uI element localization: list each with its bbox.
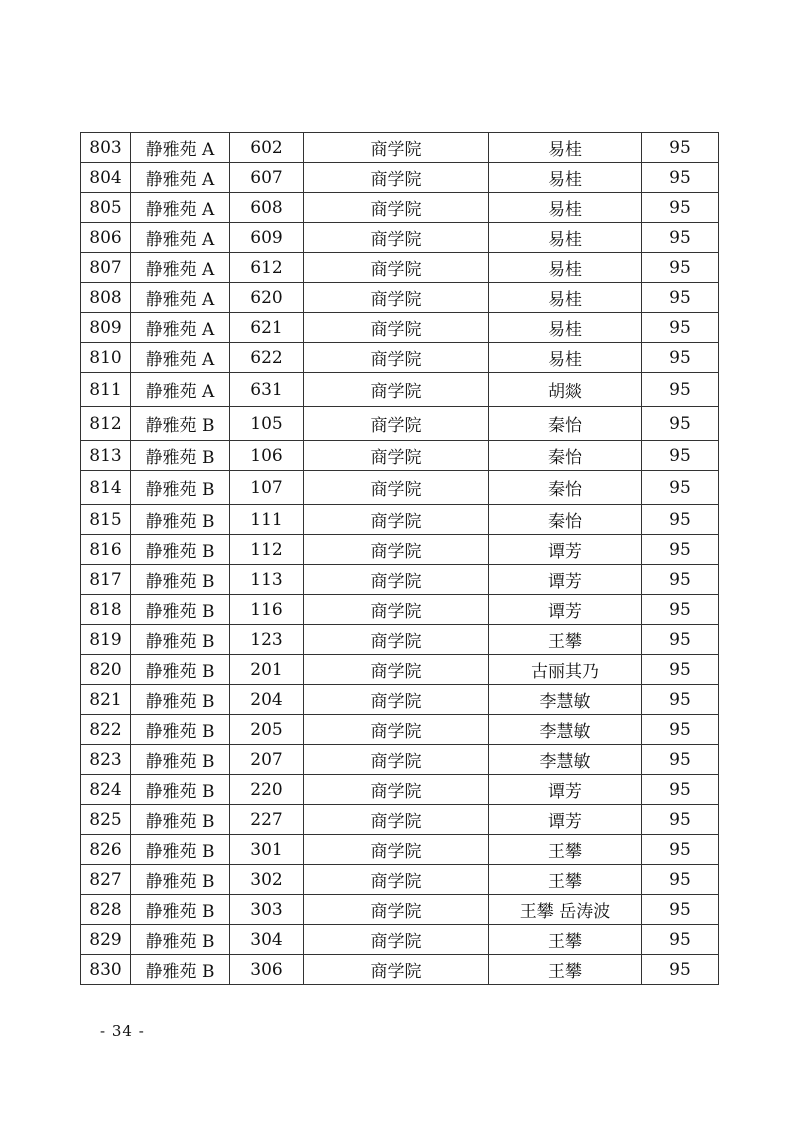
score-cell: 95 — [642, 163, 719, 193]
college-cell: 商学院 — [304, 565, 489, 595]
table-row — [81, 655, 719, 685]
table-row — [81, 595, 719, 625]
table-row — [81, 133, 719, 163]
college-cell: 商学院 — [304, 865, 489, 895]
manager-name-cell: 王攀 岳涛波 — [489, 895, 642, 925]
manager-name-cell: 易桂 — [489, 223, 642, 253]
college-cell: 商学院 — [304, 313, 489, 343]
manager-name-cell: 李慧敏 — [489, 745, 642, 775]
building-cell: 静雅苑 B — [131, 535, 230, 565]
row-number-cell: 807 — [81, 253, 131, 283]
table-row — [81, 471, 719, 505]
row-number-cell: 827 — [81, 865, 131, 895]
row-number-cell: 828 — [81, 895, 131, 925]
row-number-cell: 815 — [81, 505, 131, 535]
row-number-cell: 822 — [81, 715, 131, 745]
table-row — [81, 775, 719, 805]
row-number-cell: 817 — [81, 565, 131, 595]
score-cell: 95 — [642, 505, 719, 535]
room-cell: 227 — [230, 805, 304, 835]
college-cell: 商学院 — [304, 805, 489, 835]
row-number-cell: 824 — [81, 775, 131, 805]
college-cell: 商学院 — [304, 625, 489, 655]
building-cell: 静雅苑 B — [131, 565, 230, 595]
room-cell: 302 — [230, 865, 304, 895]
room-cell: 201 — [230, 655, 304, 685]
row-number-cell: 819 — [81, 625, 131, 655]
manager-name-cell: 易桂 — [489, 193, 642, 223]
table-row — [81, 505, 719, 535]
building-cell: 静雅苑 A — [131, 253, 230, 283]
college-cell: 商学院 — [304, 283, 489, 313]
table-body — [81, 133, 719, 985]
row-number-cell: 825 — [81, 805, 131, 835]
row-number-cell: 812 — [81, 407, 131, 441]
college-cell: 商学院 — [304, 925, 489, 955]
building-cell: 静雅苑 A — [131, 313, 230, 343]
room-cell: 220 — [230, 775, 304, 805]
manager-name-cell: 谭芳 — [489, 595, 642, 625]
college-cell: 商学院 — [304, 471, 489, 505]
row-number-cell: 811 — [81, 373, 131, 407]
manager-name-cell: 王攀 — [489, 955, 642, 985]
row-number-cell: 803 — [81, 133, 131, 163]
manager-name-cell: 王攀 — [489, 835, 642, 865]
college-cell: 商学院 — [304, 223, 489, 253]
college-cell: 商学院 — [304, 253, 489, 283]
building-cell: 静雅苑 B — [131, 805, 230, 835]
manager-name-cell: 易桂 — [489, 283, 642, 313]
dormitory-score-table — [80, 132, 719, 985]
building-cell: 静雅苑 A — [131, 343, 230, 373]
score-cell: 95 — [642, 925, 719, 955]
room-cell: 207 — [230, 745, 304, 775]
row-number-cell: 805 — [81, 193, 131, 223]
manager-name-cell: 王攀 — [489, 625, 642, 655]
manager-name-cell: 谭芳 — [489, 775, 642, 805]
manager-name-cell: 谭芳 — [489, 805, 642, 835]
manager-name-cell: 李慧敏 — [489, 685, 642, 715]
row-number-cell: 818 — [81, 595, 131, 625]
table-row — [81, 283, 719, 313]
score-cell: 95 — [642, 313, 719, 343]
room-cell: 602 — [230, 133, 304, 163]
room-cell: 205 — [230, 715, 304, 745]
college-cell: 商学院 — [304, 895, 489, 925]
building-cell: 静雅苑 A — [131, 193, 230, 223]
room-cell: 123 — [230, 625, 304, 655]
college-cell: 商学院 — [304, 685, 489, 715]
score-cell: 95 — [642, 373, 719, 407]
table-row — [81, 895, 719, 925]
room-cell: 116 — [230, 595, 304, 625]
score-cell: 95 — [642, 805, 719, 835]
room-cell: 107 — [230, 471, 304, 505]
manager-name-cell: 古丽其乃 — [489, 655, 642, 685]
score-cell: 95 — [642, 565, 719, 595]
room-cell: 204 — [230, 685, 304, 715]
score-cell: 95 — [642, 865, 719, 895]
table-row — [81, 343, 719, 373]
college-cell: 商学院 — [304, 745, 489, 775]
building-cell: 静雅苑 B — [131, 685, 230, 715]
score-cell: 95 — [642, 133, 719, 163]
room-cell: 612 — [230, 253, 304, 283]
row-number-cell: 810 — [81, 343, 131, 373]
room-cell: 303 — [230, 895, 304, 925]
score-cell: 95 — [642, 775, 719, 805]
room-cell: 608 — [230, 193, 304, 223]
building-cell: 静雅苑 A — [131, 163, 230, 193]
room-cell: 111 — [230, 505, 304, 535]
manager-name-cell: 秦怡 — [489, 505, 642, 535]
building-cell: 静雅苑 A — [131, 223, 230, 253]
row-number-cell: 808 — [81, 283, 131, 313]
building-cell: 静雅苑 B — [131, 505, 230, 535]
manager-name-cell: 王攀 — [489, 865, 642, 895]
row-number-cell: 809 — [81, 313, 131, 343]
building-cell: 静雅苑 A — [131, 283, 230, 313]
college-cell: 商学院 — [304, 407, 489, 441]
college-cell: 商学院 — [304, 655, 489, 685]
room-cell: 112 — [230, 535, 304, 565]
score-cell: 95 — [642, 955, 719, 985]
room-cell: 620 — [230, 283, 304, 313]
table-row — [81, 745, 719, 775]
college-cell: 商学院 — [304, 441, 489, 471]
manager-name-cell: 易桂 — [489, 253, 642, 283]
college-cell: 商学院 — [304, 595, 489, 625]
row-number-cell: 829 — [81, 925, 131, 955]
manager-name-cell: 易桂 — [489, 133, 642, 163]
table-row — [81, 535, 719, 565]
building-cell: 静雅苑 A — [131, 133, 230, 163]
college-cell: 商学院 — [304, 835, 489, 865]
room-cell: 609 — [230, 223, 304, 253]
score-cell: 95 — [642, 283, 719, 313]
row-number-cell: 813 — [81, 441, 131, 471]
table-row — [81, 373, 719, 407]
row-number-cell: 830 — [81, 955, 131, 985]
building-cell: 静雅苑 B — [131, 745, 230, 775]
manager-name-cell: 秦怡 — [489, 407, 642, 441]
building-cell: 静雅苑 B — [131, 471, 230, 505]
score-cell: 95 — [642, 655, 719, 685]
score-cell: 95 — [642, 441, 719, 471]
score-cell: 95 — [642, 223, 719, 253]
manager-name-cell: 易桂 — [489, 343, 642, 373]
college-cell: 商学院 — [304, 535, 489, 565]
table-row — [81, 835, 719, 865]
building-cell: 静雅苑 B — [131, 715, 230, 745]
table-row — [81, 625, 719, 655]
row-number-cell: 820 — [81, 655, 131, 685]
building-cell: 静雅苑 B — [131, 407, 230, 441]
table-row — [81, 805, 719, 835]
table-row — [81, 565, 719, 595]
manager-name-cell: 易桂 — [489, 313, 642, 343]
room-cell: 301 — [230, 835, 304, 865]
building-cell: 静雅苑 B — [131, 955, 230, 985]
building-cell: 静雅苑 B — [131, 625, 230, 655]
score-cell: 95 — [642, 595, 719, 625]
building-cell: 静雅苑 A — [131, 373, 230, 407]
college-cell: 商学院 — [304, 163, 489, 193]
college-cell: 商学院 — [304, 955, 489, 985]
building-cell: 静雅苑 B — [131, 835, 230, 865]
table-row — [81, 223, 719, 253]
score-cell: 95 — [642, 685, 719, 715]
row-number-cell: 823 — [81, 745, 131, 775]
score-cell: 95 — [642, 253, 719, 283]
building-cell: 静雅苑 B — [131, 655, 230, 685]
manager-name-cell: 秦怡 — [489, 441, 642, 471]
building-cell: 静雅苑 B — [131, 595, 230, 625]
building-cell: 静雅苑 B — [131, 775, 230, 805]
building-cell: 静雅苑 B — [131, 895, 230, 925]
score-cell: 95 — [642, 471, 719, 505]
manager-name-cell: 秦怡 — [489, 471, 642, 505]
room-cell: 105 — [230, 407, 304, 441]
page-number: - 34 - — [100, 1022, 145, 1040]
row-number-cell: 826 — [81, 835, 131, 865]
score-cell: 95 — [642, 745, 719, 775]
table-row — [81, 163, 719, 193]
room-cell: 621 — [230, 313, 304, 343]
dormitory-table-container — [80, 132, 716, 985]
manager-name-cell: 谭芳 — [489, 565, 642, 595]
table-row — [81, 407, 719, 441]
table-row — [81, 715, 719, 745]
score-cell: 95 — [642, 535, 719, 565]
building-cell: 静雅苑 B — [131, 441, 230, 471]
table-row — [81, 441, 719, 471]
score-cell: 95 — [642, 193, 719, 223]
score-cell: 95 — [642, 407, 719, 441]
college-cell: 商学院 — [304, 193, 489, 223]
room-cell: 113 — [230, 565, 304, 595]
table-row — [81, 193, 719, 223]
manager-name-cell: 胡燚 — [489, 373, 642, 407]
manager-name-cell: 谭芳 — [489, 535, 642, 565]
score-cell: 95 — [642, 715, 719, 745]
table-row — [81, 253, 719, 283]
score-cell: 95 — [642, 895, 719, 925]
room-cell: 631 — [230, 373, 304, 407]
row-number-cell: 806 — [81, 223, 131, 253]
score-cell: 95 — [642, 625, 719, 655]
room-cell: 306 — [230, 955, 304, 985]
score-cell: 95 — [642, 835, 719, 865]
college-cell: 商学院 — [304, 505, 489, 535]
row-number-cell: 814 — [81, 471, 131, 505]
table-row — [81, 313, 719, 343]
table-row — [81, 955, 719, 985]
table-row — [81, 685, 719, 715]
college-cell: 商学院 — [304, 343, 489, 373]
college-cell: 商学院 — [304, 373, 489, 407]
row-number-cell: 816 — [81, 535, 131, 565]
college-cell: 商学院 — [304, 715, 489, 745]
manager-name-cell: 王攀 — [489, 925, 642, 955]
row-number-cell: 821 — [81, 685, 131, 715]
table-row — [81, 865, 719, 895]
building-cell: 静雅苑 B — [131, 925, 230, 955]
score-cell: 95 — [642, 343, 719, 373]
room-cell: 106 — [230, 441, 304, 471]
room-cell: 304 — [230, 925, 304, 955]
row-number-cell: 804 — [81, 163, 131, 193]
room-cell: 607 — [230, 163, 304, 193]
table-row — [81, 925, 719, 955]
college-cell: 商学院 — [304, 775, 489, 805]
manager-name-cell: 李慧敏 — [489, 715, 642, 745]
building-cell: 静雅苑 B — [131, 865, 230, 895]
room-cell: 622 — [230, 343, 304, 373]
manager-name-cell: 易桂 — [489, 163, 642, 193]
college-cell: 商学院 — [304, 133, 489, 163]
